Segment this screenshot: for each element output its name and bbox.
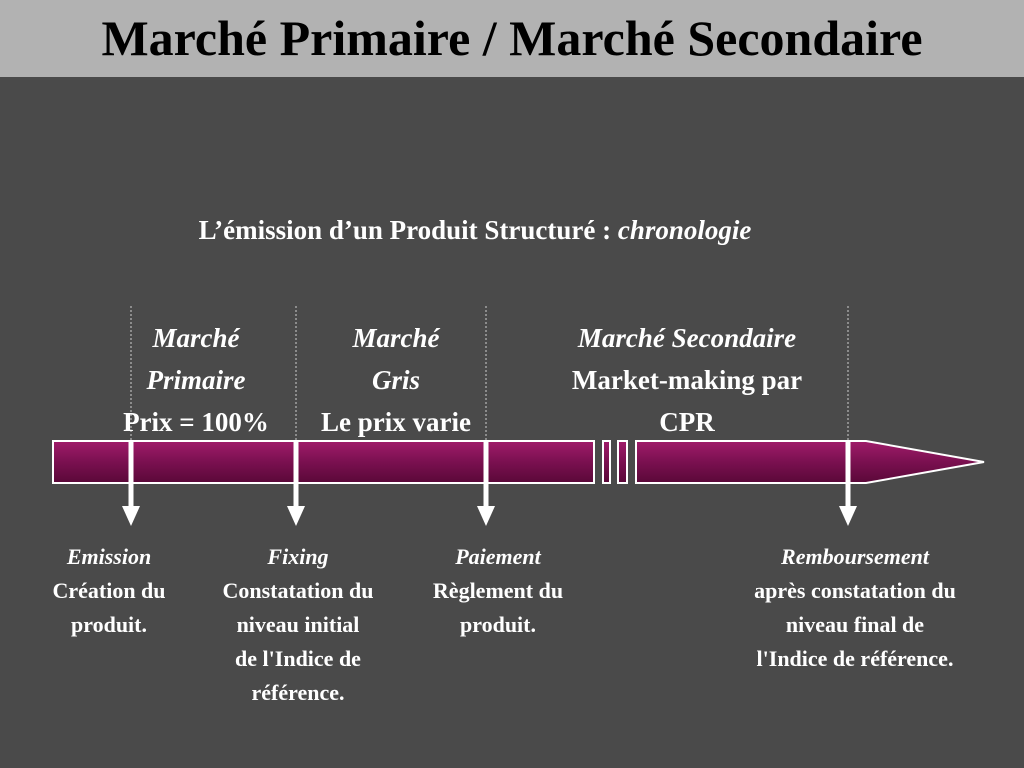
event-emission-line: Création du [52,578,166,603]
phase-secondary-line-1: Market-making par [571,365,803,395]
event-redemption-title: Remboursement [781,544,929,569]
phase-secondary-market [527,317,847,443]
phase-secondary-line-2: CPR [659,407,715,437]
phase-grey-title-1: Marché [352,323,440,353]
event-payment [402,540,594,642]
event-payment-line: Règlement du [432,578,564,603]
event-redemption-line: niveau final de [785,612,925,637]
timeline-arrowhead [636,441,984,483]
event-emission-title: Emission [66,544,152,569]
event-payment-line: produit. [459,612,536,637]
event-redemption-line: l'Indice de référence. [756,646,954,671]
phase-grey-market [296,317,496,443]
event-payment-title: Paiement [455,544,541,569]
event-fixing-line: Constatation du [222,578,374,603]
timeline-break-mark [603,441,610,483]
page-title: Marché Primaire / Marché Secondaire [101,10,923,66]
subtitle-emphasis: chronologie [617,215,752,245]
timeline-bar-segment [53,441,594,483]
event-fixing-title: Fixing [267,544,329,569]
phase-primary-price: Prix = 100% [123,407,269,437]
phase-primary-title-2: Primaire [146,365,246,395]
phase-secondary-title: Marché Secondaire [577,323,797,353]
phase-primary-market [96,317,296,443]
event-fixing-line: niveau initial [236,612,360,637]
subtitle-prefix: L’émission d’un Produit Structuré : [198,215,618,245]
event-fixing-line: référence. [251,680,345,705]
phase-grey-price: Le prix varie [321,407,471,437]
event-emission [26,540,192,642]
phase-grey-title-2: Gris [371,365,420,395]
event-emission-line: produit. [70,612,147,637]
event-redemption-line: après constatation du [754,578,956,603]
event-redemption [712,540,998,676]
phase-primary-title-1: Marché [152,323,240,353]
event-fixing [196,540,400,710]
event-fixing-line: de l'Indice de [235,646,361,671]
timeline-break-mark [618,441,627,483]
